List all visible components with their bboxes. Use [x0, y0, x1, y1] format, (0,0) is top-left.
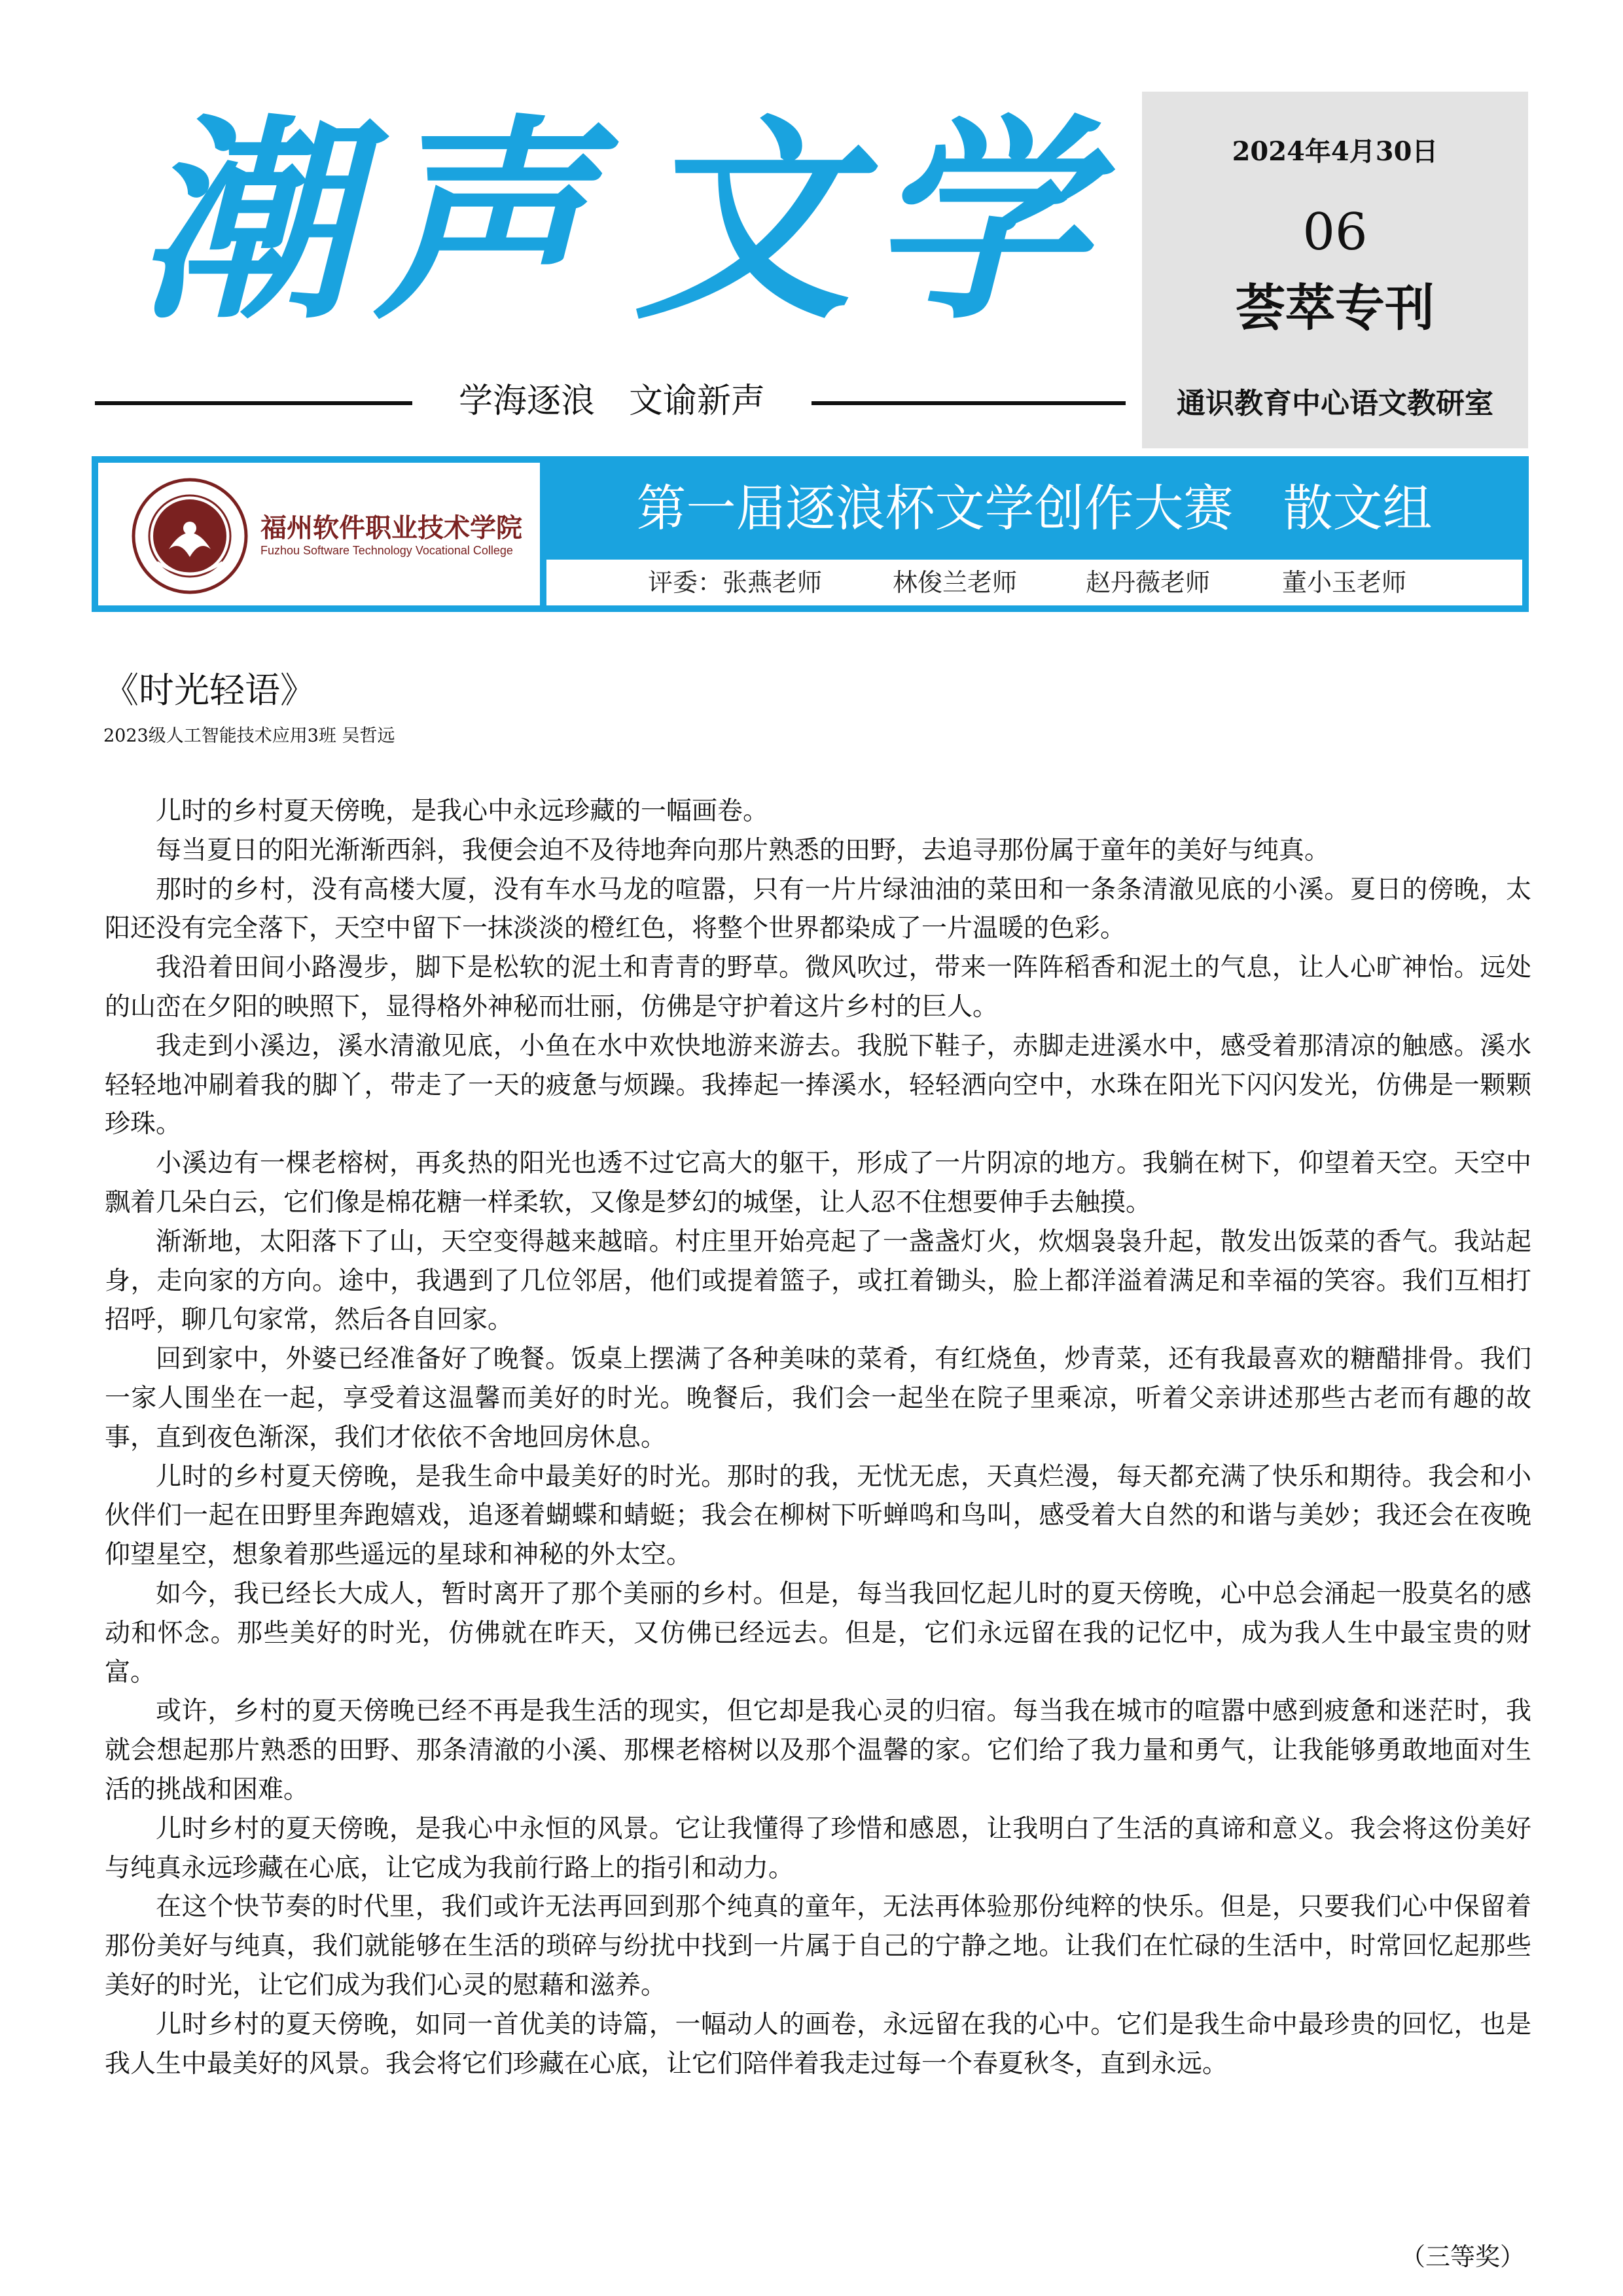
paragraph: 小溪边有一棵老榕树，再炙热的阳光也透不过它高大的躯干，形成了一片阴凉的地方。我躺在树下，仰望着天空。天空中飘着几朵白云，它们像是棉花糖一样柔软，又像是梦幻的城堡，让人忍不住想要伸手去触摸。 — [105, 1149, 1531, 1217]
contest-banner — [92, 456, 1529, 612]
paragraph: 儿时的乡村夏天傍晚，是我心中永远珍藏的一幅画卷。 — [156, 797, 769, 826]
judge-name: 林俊兰老师 — [893, 568, 1018, 597]
title-char: 潮 — [137, 97, 353, 348]
paragraph: 我走到小溪边，溪水清澈见底，小鱼在水中欢快地游来游去。我脱下鞋子，赤脚走进溪水中，感受着那清凉的触感。溪水轻轻地冲刷着我的脚丫，带走了一天的疲惫与烦躁。我捧起一捧溪水，轻轻洒向空中，水珠在阳光下闪闪发光，仿佛是一颗颗珍珠。 — [105, 1031, 1531, 1139]
paragraph: 渐渐地，太阳落下了山，天空变得越来越暗。村庄里开始亮起了一盏盏灯火，炊烟袅袅升起，散发出饭菜的香气。我站起身，走向家的方向。途中，我遇到了几位邻居，他们或提着篮子，或扛着锄头，脸上都洋溢着满足和幸福的笑容。我们互相打招呼，聊几句家常，然后各自回家。 — [105, 1227, 1531, 1335]
slogan-rule-right — [812, 401, 1126, 405]
article-body — [105, 792, 1531, 2083]
judge-name: 董小玉老师 — [1282, 568, 1407, 597]
paragraph: 每当夏日的阳光渐渐西斜，我便会迫不及待地奔向那片熟悉的田野，去追寻那份属于童年的美好与纯真。 — [156, 835, 1330, 865]
masthead-title — [137, 98, 1093, 347]
contest-title: 第一届逐浪杯文学创作大赛 散文组 — [636, 479, 1433, 537]
article-author: 2023级人工智能技术应用3班 吴哲远 — [103, 726, 395, 746]
contest-title-panel — [546, 463, 1522, 554]
college-name-cn: 福州软件职业技术学院 — [260, 513, 522, 543]
article-title: 《时光轻语》 — [103, 670, 315, 711]
paragraph: 如今，我已经长大成人，暂时离开了那个美丽的乡村。但是，每当我回忆起儿时的夏天傍晚，心中总会涌起一股莫名的感动和怀念。那些美好的时光，仿佛就在昨天，又仿佛已经远去。但是，它们永远留在我的记忆中，成为我人生中最宝贵的财富。 — [105, 1579, 1531, 1687]
paragraph: 我沿着田间小路漫步，脚下是松软的泥土和青青的野草。微风吹过，带来一阵阵稻香和泥土的气息，让人心旷神怡。远处的山峦在夕阳的映照下，显得格外神秘而壮丽，仿佛是守护着这片乡村的巨人。 — [105, 953, 1531, 1022]
award-label: （三等奖） — [1400, 2242, 1525, 2271]
paragraph: 儿时的乡村夏天傍晚，是我生命中最美好的时光。那时的我，无忧无虑，天真烂漫，每天都充满了快乐和期待。我会和小伙伴们一起在田野里奔跑嬉戏，追逐着蝴蝶和蜻蜓；我会在柳树下听蝉鸣和鸟叫，感受着大自然的和谐与美妙；我还会在夜晚仰望星空，想象着那些遥远的星球和神秘的外太空。 — [105, 1462, 1531, 1570]
judges-row — [648, 560, 1406, 605]
publisher-org: 通识教育中心语文教研室 — [1177, 387, 1493, 420]
judge-name: 张燕老师 — [722, 568, 823, 597]
college-seal-icon — [131, 477, 249, 595]
paragraph: 回到家中，外婆已经准备好了晚餐。饭桌上摆满了各种美味的菜肴，有红烧鱼，炒青菜，还有我最喜欢的糖醋排骨。我们一家人围坐在一起，享受着这温馨而美好的时光。晚餐后，我们会一起坐在院子里乘凉，听着父亲讲述那些古老而有趣的故事，直到夜色渐深，我们才依依不舍地回房休息。 — [105, 1344, 1531, 1452]
college-logo-panel — [98, 463, 540, 605]
slogan-rule-left — [95, 401, 412, 405]
judges-panel — [546, 560, 1522, 605]
issue-number: 06 — [1302, 203, 1368, 262]
paragraph: 那时的乡村，没有高楼大厦，没有车水马龙的喧嚣，只有一片片绿油油的菜田和一条条清澈见底的小溪。夏日的傍晚，太阳还没有完全落下，天空中留下一抹淡淡的橙红色，将整个世界都染成了一片温暖的色彩。 — [105, 874, 1531, 944]
paragraph: 在这个快节奏的时代里，我们或许无法再回到那个纯真的童年，无法再体验那份纯粹的快乐。但是，只要我们心中保留着那份美好与纯真，我们就能够在生活的琐碎与纷扰中找到一片属于自己的宁静之地。让我们在忙碌的生活中，时常回忆起那些美好的时光，让它们成为我们心灵的慰藉和滋养。 — [105, 1892, 1531, 2000]
title-char: 文 — [635, 97, 851, 348]
title-char: 声 — [373, 97, 589, 348]
judges-label: 评委： — [648, 568, 723, 597]
issue-date: 2024年4月30日 — [1232, 136, 1438, 167]
slogan: 学海逐浪 文谕新声 — [458, 382, 765, 421]
special-edition-label: 荟萃专刊 — [1236, 279, 1435, 337]
paragraph: 或许，乡村的夏天傍晚已经不再是我生活的现实，但它却是我心灵的归宿。每当我在城市的喧嚣中感到疲惫和迷茫时，我就会想起那片熟悉的田野、那条清澈的小溪、那棵老榕树以及那个温馨的家。它们给了我力量和勇气，让我能够勇敢地面对生活的挑战和困难。 — [105, 1696, 1531, 1804]
issue-info-box — [1142, 92, 1528, 448]
title-char: 学 — [870, 97, 1086, 348]
paragraph: 儿时乡村的夏天傍晚，是我心中永恒的风景。它让我懂得了珍惜和感恩，让我明白了生活的真谛和意义。我会将这份美好与纯真永远珍藏在心底，让它成为我前行路上的指引和动力。 — [105, 1814, 1531, 1883]
judge-name: 赵丹薇老师 — [1086, 568, 1211, 597]
paragraph: 儿时乡村的夏天傍晚，如同一首优美的诗篇，一幅动人的画卷，永远留在我的心中。它们是我生命中最珍贵的回忆，也是我人生中最美好的风景。我会将它们珍藏在心底，让它们陪伴着我走过每一个春夏秋冬，直到永远。 — [105, 2009, 1531, 2079]
college-name-en: Fuzhou Software Technology Vocational College — [260, 544, 513, 557]
